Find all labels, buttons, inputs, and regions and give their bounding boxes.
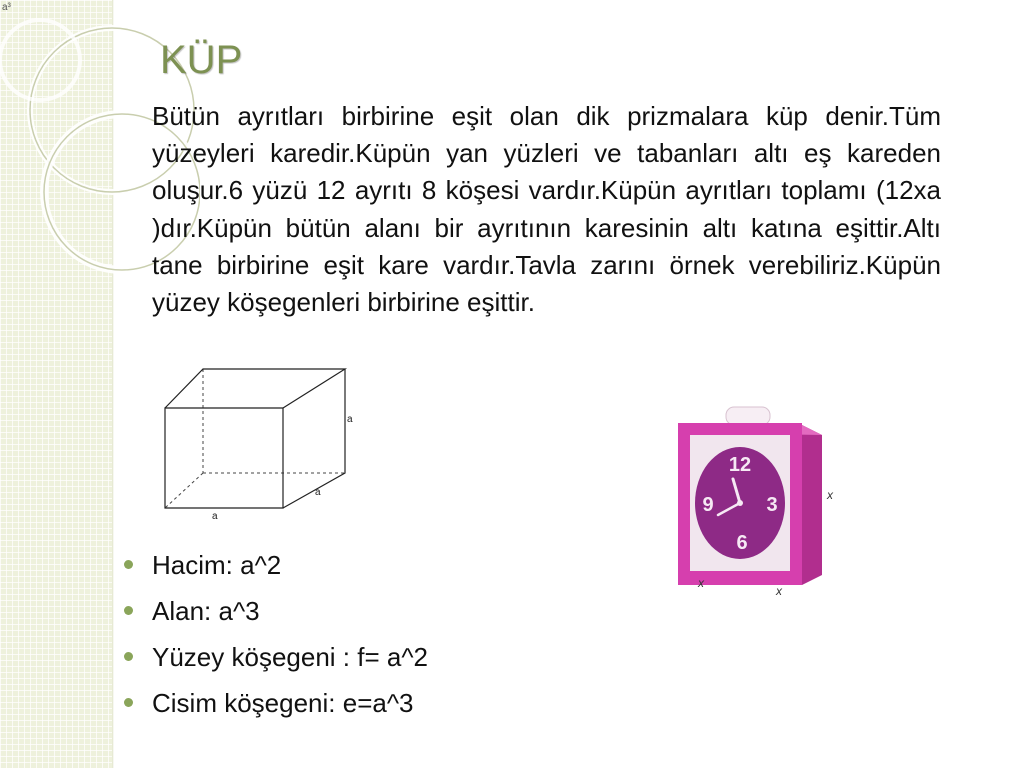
bullet-icon <box>124 606 133 615</box>
clock-numeral-3: 3 <box>766 494 778 516</box>
cube-top-face <box>165 369 345 408</box>
bullet-icon <box>124 652 133 661</box>
bullet-icon <box>124 560 133 569</box>
clock-numeral-9: 9 <box>702 494 714 516</box>
clock-numeral-12: 12 <box>728 454 752 476</box>
clock-label-side: x <box>827 488 833 502</box>
list-item <box>124 637 428 683</box>
slide-paragraph: Bütün ayrıtları birbirine eşit olan dik prizmalara küp denir.Tüm yüzeyleri karedir.Küpün yan yüzleri ve tabanları altı eş kareden oluşur.6 yüzü 12 ayrıtı 8 köşesi vardır.Küpün ayrıtları toplamı (12xa )dır.Küpün bütün alanı bir ayrıtının karesinin altı katına eşittir.Altı tane birbirine eşit kare vardır.Tavla zarını örnek verebiliriz.Küpün yüzey köşegenleri birbirine eşittir. <box>152 101 941 318</box>
cube-label-height: a <box>347 414 353 425</box>
clock-numeral-6: 6 <box>736 532 748 554</box>
formula-area: Alan: a^3 <box>152 596 260 626</box>
list-item <box>124 591 428 637</box>
list-item <box>124 545 428 591</box>
cube-clock-illustration <box>660 405 850 605</box>
list-item <box>124 683 428 729</box>
bullet-icon <box>124 698 133 707</box>
clock-label-bottom-left: x <box>698 576 704 590</box>
formula-volume: Hacim: a^2 <box>152 550 282 580</box>
corner-mark: a³ <box>2 2 11 13</box>
cube-label-width: a <box>212 511 218 522</box>
cube-label-depth: a <box>315 487 321 498</box>
formula-face-diagonal: Yüzey köşegeni : f= a^2 <box>152 642 428 672</box>
formula-space-diagonal: Cisim köşegeni: e=a^3 <box>152 688 414 718</box>
clock-label-bottom-right: x <box>776 584 782 598</box>
clock-top-button <box>726 407 770 425</box>
formula-list <box>124 545 428 729</box>
cube-diagram <box>155 360 365 525</box>
clock-side-face <box>802 425 822 585</box>
cube-front-face <box>165 408 283 508</box>
clock-center <box>737 500 743 506</box>
cube-hidden-edge <box>165 473 203 508</box>
slide-title: KÜP <box>160 38 243 82</box>
cube-side-face <box>283 369 345 508</box>
